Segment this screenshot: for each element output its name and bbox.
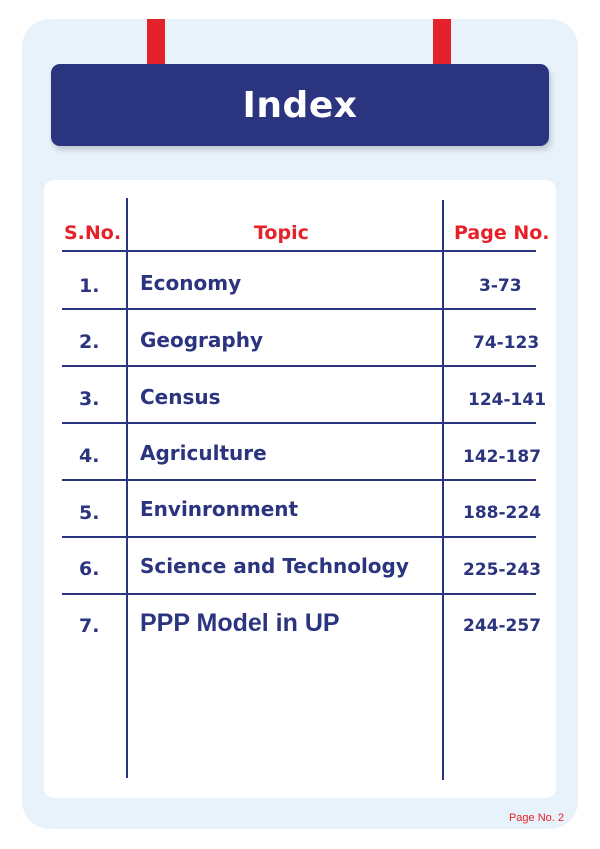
hanger-right [433,19,451,65]
column-divider-left [126,198,128,778]
row-pages: 3-73 [479,276,522,296]
column-header-page-no: Page No. [454,222,550,244]
row-sno: 2. [79,331,100,353]
page-title: Index [242,84,358,126]
column-header-sno: S.No. [64,222,122,244]
row-pages: 188-224 [463,503,542,523]
column-divider-right [442,200,444,780]
row-sno: 4. [79,445,100,467]
row-pages: 74-123 [473,333,540,353]
row-topic: Envinronment [140,497,299,521]
row-rule [62,422,536,424]
title-banner [51,64,549,146]
row-rule [62,308,536,310]
row-pages: 244-257 [463,616,542,636]
row-pages: 142-187 [463,447,542,467]
row-pages: 124-141 [468,390,547,410]
row-rule [62,365,536,367]
row-topic: Science and Technology [140,554,409,578]
row-topic: PPP Model in UP [140,609,340,637]
row-sno: 6. [79,558,100,580]
index-table-panel [44,180,556,798]
row-pages: 225-243 [463,560,542,580]
row-topic: Census [140,385,221,409]
column-header-topic: Topic [254,222,309,244]
row-topic: Agriculture [140,441,267,465]
row-topic: Geography [140,328,263,352]
row-sno: 1. [79,275,100,297]
hanger-left [147,19,165,65]
row-rule [62,479,536,481]
row-sno: 3. [79,388,100,410]
page-number-footer: Page No. 2 [508,812,564,824]
row-rule [62,536,536,538]
header-rule [62,250,536,252]
row-rule [62,593,536,595]
row-topic: Economy [140,271,242,295]
row-sno: 5. [79,502,100,524]
row-sno: 7. [79,615,100,637]
